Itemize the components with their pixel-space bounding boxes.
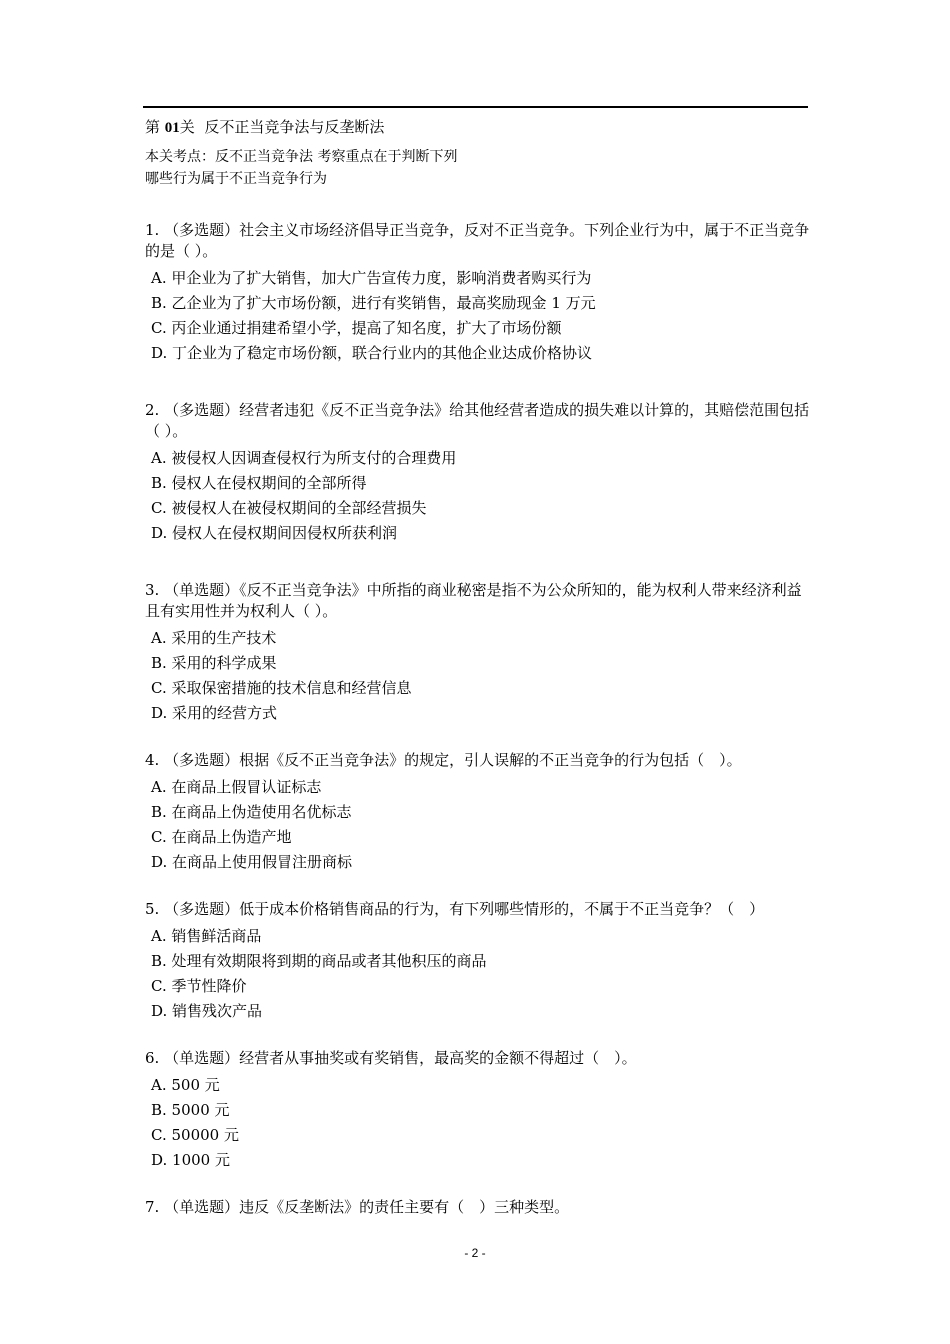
option-a: A. 500 元	[151, 1076, 220, 1094]
option-d: D. 销售残次产品	[151, 1002, 263, 1020]
question-list	[145, 220, 810, 1222]
option-d: D. 在商品上使用假冒注册商标	[151, 853, 353, 871]
question-stem: 5. （多选题）低于成本价格销售商品的行为，有下列哪些情形的，不属于不正当竞争？（ ）	[145, 900, 765, 918]
option-b: B. 5000 元	[151, 1101, 230, 1119]
question-stem: 3. （单选题）《反不正当竞争法》中所指的商业秘密是指不为公众所知的，能为权利人带来经济利益且有实用性并为权利人（ ）。	[145, 581, 802, 620]
question-4	[145, 750, 810, 875]
question-5	[145, 899, 810, 1024]
key-points-line-1: 本关考点：反不正当竞争法 考察重点在于判断下列	[145, 149, 458, 165]
level-prefix: 第	[145, 118, 161, 136]
option-b: B. 乙企业为了扩大市场份额，进行有奖销售，最高奖励现金 1 万元	[151, 294, 596, 312]
question-1	[145, 220, 810, 366]
option-c: C. 丙企业通过捐建希望小学，提高了知名度，扩大了市场份额	[151, 319, 562, 337]
page-title	[145, 117, 384, 138]
question-stem: 1. （多选题）社会主义市场经济倡导正当竞争，反对不正当竞争。下列企业行为中，属于不正当竞争的是（ ）。	[145, 221, 810, 260]
option-d: D. 1000 元	[151, 1151, 230, 1169]
question-stem: 2. （多选题）经营者违犯《反不正当竞争法》给其他经营者造成的损失难以计算的，其赔偿范围包括（ ）。	[145, 401, 810, 440]
key-points	[145, 146, 457, 190]
question-stem: 4. （多选题）根据《反不正当竞争法》的规定，引人误解的不正当竞争的行为包括（ ）。	[145, 751, 742, 769]
question-3	[145, 580, 810, 726]
option-b: B. 在商品上伪造使用名优标志	[151, 803, 352, 821]
level-number: 01	[164, 120, 180, 136]
option-a: A. 甲企业为了扩大销售，加大广告宣传力度，影响消费者购买行为	[151, 269, 592, 287]
title-text: 反不正当竞争法与反垄断法	[204, 118, 385, 136]
option-c: C. 在商品上伪造产地	[151, 828, 292, 846]
question-6	[145, 1048, 810, 1173]
key-points-line-2: 哪些行为属于不正当竞争行为	[145, 171, 327, 187]
question-7	[145, 1197, 810, 1218]
option-b: B. 侵权人在侵权期间的全部所得	[151, 474, 367, 492]
option-b: B. 采用的科学成果	[151, 654, 277, 672]
option-c: C. 被侵权人在被侵权期间的全部经营损失	[151, 499, 427, 517]
option-a: A. 采用的生产技术	[151, 629, 277, 647]
option-d: D. 采用的经营方式	[151, 704, 278, 722]
question-2	[145, 400, 810, 546]
header-rule	[143, 106, 808, 108]
option-c: C. 采取保密措施的技术信息和经营信息	[151, 679, 412, 697]
option-a: A. 销售鲜活商品	[151, 927, 262, 945]
level-suffix: 关	[179, 118, 195, 136]
option-c: C. 50000 元	[151, 1126, 239, 1144]
option-c: C. 季节性降价	[151, 977, 247, 995]
option-b: B. 处理有效期限将到期的商品或者其他积压的商品	[151, 952, 487, 970]
option-a: A. 被侵权人因调查侵权行为所支付的合理费用	[151, 449, 457, 467]
question-stem: 6. （单选题）经营者从事抽奖或有奖销售，最高奖的金额不得超过（ ）。	[145, 1049, 637, 1067]
question-stem: 7. （单选题）违反《反垄断法》的责任主要有（ ）三种类型。	[145, 1198, 570, 1216]
page-number: - 2 -	[464, 1246, 486, 1260]
option-d: D. 丁企业为了稳定市场份额，联合行业内的其他企业达成价格协议	[151, 344, 593, 362]
option-d: D. 侵权人在侵权期间因侵权所获利润	[151, 524, 398, 542]
option-a: A. 在商品上假冒认证标志	[151, 778, 322, 796]
